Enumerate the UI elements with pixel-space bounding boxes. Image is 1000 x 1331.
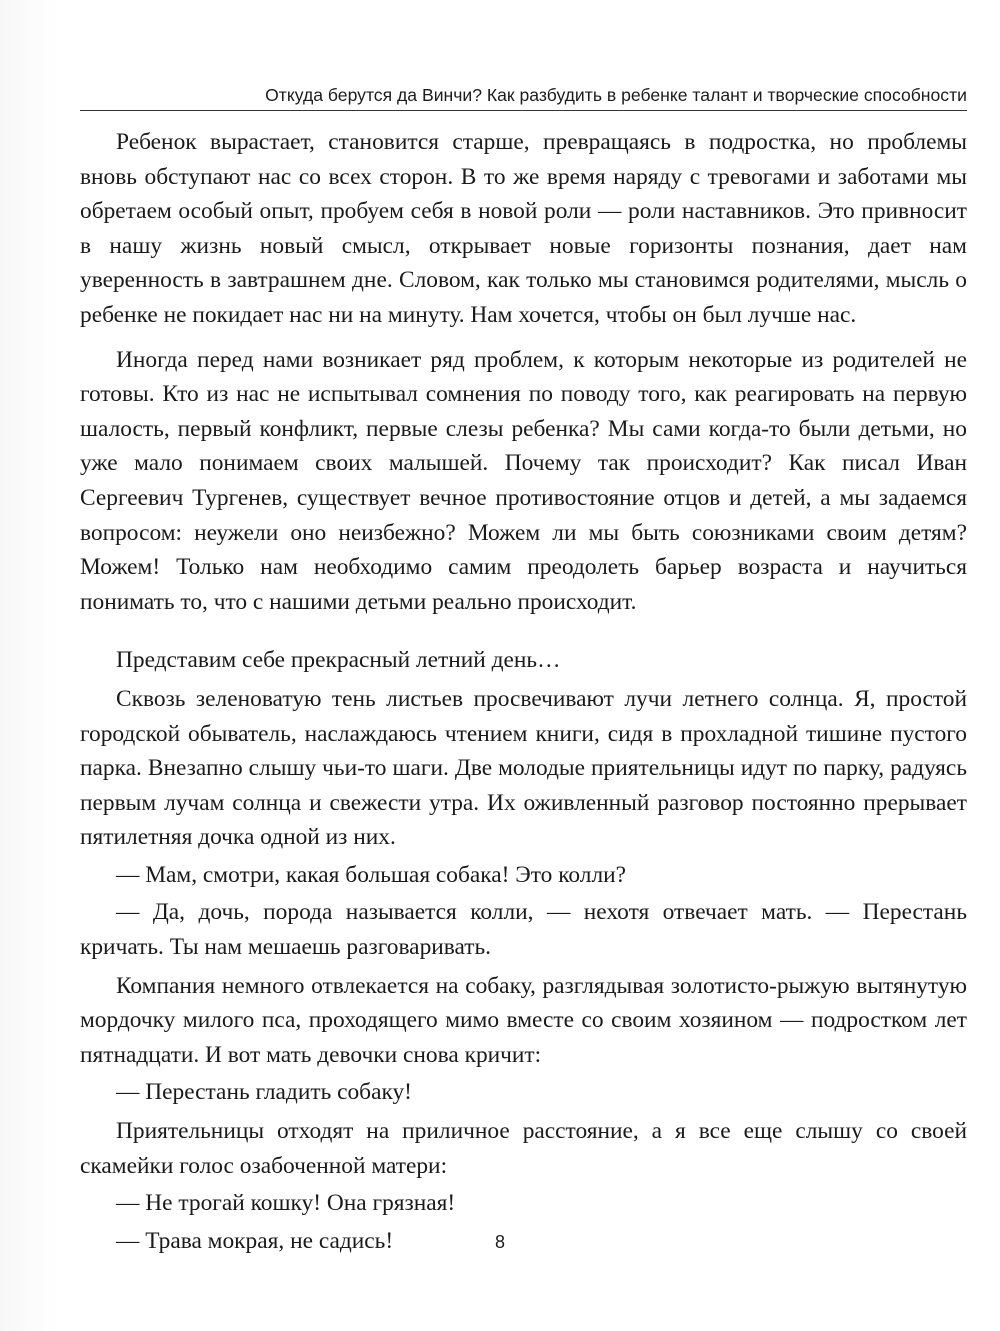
dialogue-line-mother-answer: — Да, дочь, порода называется колли, — нехотя отвечает мать. — Перестань кричать. Ты нам мешаешь разговаривать. — [80, 899, 967, 961]
running-header: Откуда берутся да Винчи? Как разбудить в ребенке талант и творческие способности — [80, 82, 967, 111]
page-number: 8 — [494, 1232, 505, 1252]
paragraph-summer-day: Представим себе прекрасный летний день… — [116, 647, 561, 674]
paragraph-park: Сквозь зеленоватую тень листьев просвечивают лучи летнего солнца. Я, простой городской обыватель, наслаждаюсь чтением книги, сидя в прохладной тишине пустого парка. Внезапно слышу чьи-то шаги. Две молодые приятельницы идут по парку, радуясь первым лучам солнца и свежести утра. Их оживленный разговор постоянно прерывает пятилетняя дочка одной из них. — [80, 685, 967, 851]
dialogue-line-grass: — Трава мокрая, не садись! — [116, 1227, 394, 1254]
dialogue-line-cat: — Не трогай кошку! Она грязная! — [116, 1190, 456, 1217]
page-body — [80, 125, 967, 1258]
dialogue-line-stop-petting: — Перестань гладить собаку! — [116, 1079, 412, 1106]
paragraph-problems: Иногда перед нами возникает ряд проблем, к которым некоторые из родителей не готовы. Кто из нас не испытывал сомнения по поводу того, как реагировать на первую шалость, первый конфликт, первые слезы ребенка? Мы сами когда-то были детьми, но уже мало понимаем своих малышей. Почему так происходит? Как писал Иван Сергеевич Тургенев, существует вечное противостояние отцов и детей, а мы задаемся вопросом: неужели оно неизбежно? Можем ли мы быть союзниками своим детям? Можем! Только нам необходимо самим преодолеть барьер возраста и научиться понимать то, что с нашими детьми реально происходит. — [80, 346, 967, 615]
paragraph-intro: Ребенок вырастает, становится старше, превращаясь в подростка, но проблемы вновь обступают нас со всех сторон. В то же время наряду с тревогами и заботами мы обретаем особый опыт, пробуем себя в новой роли — роли наставников. Это привносит в нашу жизнь новый смысл, открывает новые горизонты познания, дает нам уверенность в завтрашнем дне. Словом, как только мы становимся родителями, мысль о ребенке не покидает нас ни на минуту. Нам хочется, чтобы он был лучше нас. — [80, 129, 967, 328]
paragraph-friends-leave: Приятельницы отходят на приличное расстояние, а я все еще слышу со своей скамейки голос озабоченной матери: — [80, 1118, 967, 1179]
paragraph-dog: Компания немного отвлекается на собаку, разглядывая золотисто-рыжую вытянутую мордочку милого пса, проходящего мимо вместе со своим хозяином — подростком лет пятнадцати. И вот мать девочки снова кричит: — [80, 972, 967, 1068]
dialogue-line-collie-question: — Мам, смотри, какая большая собака! Это колли? — [116, 861, 627, 888]
